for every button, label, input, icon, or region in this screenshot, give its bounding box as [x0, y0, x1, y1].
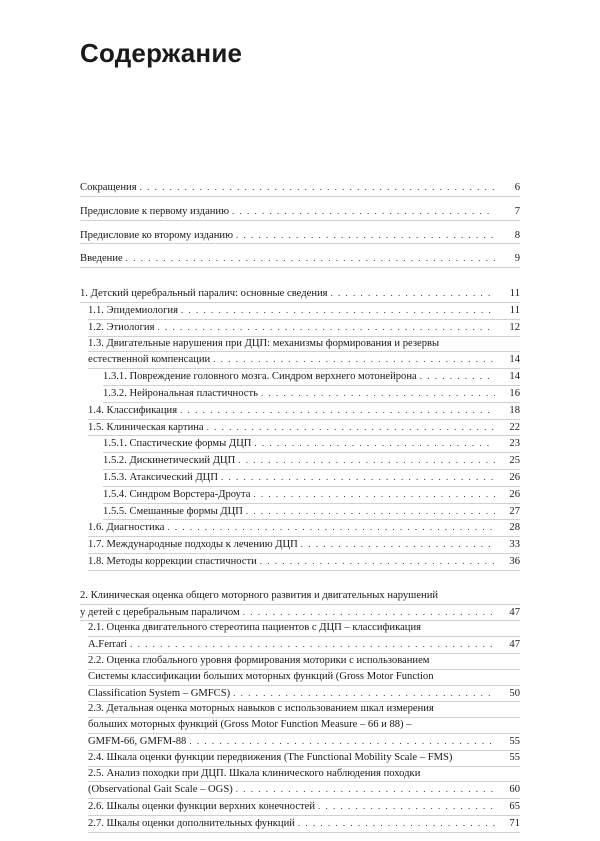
toc-entry-text: 1. Детский церебральный паралич: основные сведения — [80, 288, 328, 300]
toc-entry-1-6[interactable] — [80, 520, 520, 537]
dot-leader — [301, 537, 495, 552]
toc-entry-text: 1.2. Этиология — [88, 321, 155, 333]
dot-leader — [233, 686, 495, 701]
toc-page-number: 28 — [509, 522, 520, 534]
toc-entry-text: 2.6. Шкалы оценки функции верхних конечностей — [88, 801, 316, 813]
dot-leader — [189, 734, 495, 749]
dot-leader — [213, 352, 495, 367]
toc-page-number: 9 — [514, 253, 520, 265]
dot-leader — [261, 386, 495, 401]
toc-entry-introduction[interactable] — [80, 251, 520, 268]
toc-page-number: 47 — [509, 639, 520, 651]
toc-page-number: 36 — [509, 555, 520, 567]
dot-leader — [236, 228, 495, 243]
toc-entry-text: 1.8. Методы коррекции спастичности — [88, 555, 257, 567]
toc-page-number: 50 — [509, 687, 520, 699]
toc-entry-1-8[interactable] — [80, 554, 520, 571]
toc-entry-1-5-5[interactable] — [80, 504, 520, 521]
toc-entry-text: 1.3. Двигательные нарушения при ДЦП: механизмы формирования и резервы — [88, 337, 520, 353]
toc-page-number: 8 — [514, 229, 520, 241]
toc-entry-text: Сокращения — [80, 182, 137, 193]
toc-entry-2-2[interactable] — [80, 654, 520, 702]
toc-entry-text: Предисловие к первому изданию — [80, 205, 230, 217]
dot-leader — [130, 637, 495, 652]
dot-leader — [180, 403, 495, 418]
dot-leader — [181, 303, 495, 318]
toc-page-number: 55 — [509, 735, 520, 747]
dot-leader — [221, 470, 495, 485]
toc-entry-2-3[interactable] — [80, 702, 520, 750]
toc-page-number: 23 — [509, 438, 520, 450]
dot-leader — [254, 436, 495, 451]
toc-page-number: 25 — [509, 455, 520, 467]
toc-entry-text: 2.4. Шкала оценки функции передвижения (The Functional Mobility Scale – FMS) — [88, 751, 453, 763]
toc-page-number: 47 — [509, 606, 520, 618]
toc-entry-text: 2.2. Оценка глобального уровня формирования моторики с использованием — [88, 654, 520, 670]
toc-entry-2-5[interactable] — [80, 767, 520, 800]
toc-page-number: 14 — [509, 354, 520, 366]
toc-entry-text: 1.5.2. Дискинетический ДЦП — [103, 455, 236, 467]
toc-entry-1-3-2[interactable] — [80, 386, 520, 403]
dot-leader — [238, 453, 495, 468]
toc-entry-text: 1.3.1. Повреждение головного мозга. Синдром верхнего мотонейрона — [103, 371, 417, 383]
toc-entry-text: 2.7. Шкалы оценки дополнительных функций — [88, 817, 295, 829]
toc-entry-text-continued: (Observational Gait Scale – OGS) — [88, 784, 233, 796]
toc-entry-text: 1.1. Эпидемиология — [88, 304, 178, 316]
toc-page-number: 26 — [509, 471, 520, 483]
toc-entry-text: 1.5.5. Смешанные формы ДЦП — [103, 505, 243, 517]
toc-entry-text-continued: Classification System – GMFCS) — [88, 687, 231, 699]
dot-leader — [140, 180, 495, 195]
dot-leader — [157, 320, 495, 335]
toc-entry-text: Введение — [80, 253, 123, 265]
toc-entry-2-7[interactable] — [80, 816, 520, 833]
toc-page-number: 16 — [509, 387, 520, 399]
toc-entry-text: 1.5.3. Атаксический ДЦП — [103, 471, 218, 483]
toc-entry-text: 1.7. Международные подходы к лечению ДЦП — [88, 539, 298, 551]
toc-entry-1-2[interactable] — [80, 320, 520, 337]
dot-leader — [331, 286, 495, 301]
toc-entry-text: 2.5. Анализ походки при ДЦП. Шкала клинического наблюдения походки — [88, 767, 520, 783]
toc-entry-1-5-3[interactable] — [80, 470, 520, 487]
toc-page-number: 27 — [509, 505, 520, 517]
toc-chapter-title[interactable] — [80, 286, 520, 303]
toc-page-number: 22 — [509, 421, 520, 433]
toc-chapter-1 — [80, 286, 520, 571]
toc-entry-2-6[interactable] — [80, 799, 520, 816]
page-title: Содержание — [80, 38, 243, 68]
toc-entry-text-continued: у детей с церебральным параличом — [80, 606, 240, 618]
toc-entry-text-continued: A.Ferrari — [88, 639, 128, 651]
toc-page-number: 60 — [509, 784, 520, 796]
toc-entry-text-continued: GMFM-66, GMFM-88 — [88, 735, 187, 747]
toc-entry-1-3[interactable] — [80, 337, 520, 370]
dot-leader — [232, 204, 495, 219]
dot-leader — [253, 487, 495, 502]
toc-entry-text: 1.5.1. Спастические формы ДЦП — [103, 438, 252, 450]
toc-entry-1-1[interactable] — [80, 303, 520, 320]
toc-entry-text-continued: Системы классификации больших моторных функций (Gross Motor Function — [88, 670, 520, 686]
toc-entry-abbreviations[interactable] — [80, 180, 520, 197]
toc-entry-1-5[interactable] — [80, 420, 520, 437]
toc-front-matter — [80, 180, 520, 268]
toc-entry-text-continued: больших моторных функций (Gross Motor Function Measure – 66 и 88) – — [88, 718, 520, 734]
toc-entry-2-1[interactable] — [80, 621, 520, 654]
dot-leader — [420, 369, 495, 384]
dot-leader — [126, 251, 495, 266]
toc-page-number: 65 — [509, 801, 520, 813]
toc-entry-text: 2.1. Оценка двигательного стереотипа пациентов с ДЦП – классификация — [88, 621, 520, 637]
dot-leader — [236, 782, 495, 797]
toc-entry-preface-second[interactable] — [80, 228, 520, 245]
toc-chapter-2 — [80, 589, 520, 833]
toc-entry-2-4[interactable] — [80, 751, 520, 767]
dot-leader — [298, 816, 495, 831]
table-of-contents — [80, 180, 520, 841]
toc-entry-text: 2.3. Детальная оценка моторных навыков с использованием шкал измерения — [88, 702, 520, 718]
toc-page-number: 55 — [509, 751, 520, 763]
toc-page-number: 18 — [509, 404, 520, 416]
dot-leader — [246, 504, 495, 519]
toc-entry-1-4[interactable] — [80, 403, 520, 420]
toc-entry-text: 1.4. Классификация — [88, 404, 178, 416]
toc-entry-text: 2. Клиническая оценка общего моторного развития и двигательных нарушений — [80, 589, 520, 605]
dot-leader — [318, 799, 495, 814]
toc-entry-text: 1.5.4. Синдром Ворстера-Дроута — [103, 488, 251, 500]
dot-leader — [167, 520, 495, 535]
toc-page-number: 14 — [509, 371, 520, 383]
toc-page-number: 11 — [509, 304, 520, 316]
toc-entry-text: 1.5. Клиническая картина — [88, 421, 204, 433]
toc-page-number: 12 — [509, 321, 520, 333]
toc-page-number: 6 — [514, 182, 520, 193]
toc-page-number: 7 — [514, 205, 520, 217]
toc-entry-text: 1.3.2. Нейрональная пластичность — [103, 387, 258, 399]
toc-page-number: 11 — [509, 288, 520, 300]
toc-entry-1-5-4[interactable] — [80, 487, 520, 504]
toc-entry-1-5-2[interactable] — [80, 453, 520, 470]
dot-leader — [243, 605, 495, 620]
dot-leader — [260, 554, 495, 569]
dot-leader — [207, 420, 495, 435]
toc-entry-1-3-1[interactable] — [80, 369, 520, 386]
toc-page-number: 71 — [509, 817, 520, 829]
toc-page-number: 26 — [509, 488, 520, 500]
toc-entry-preface-first[interactable] — [80, 204, 520, 221]
toc-entry-text: 1.6. Диагностика — [88, 522, 165, 534]
toc-entry-1-7[interactable] — [80, 537, 520, 554]
toc-page-number: 33 — [509, 539, 520, 551]
toc-entry-text-continued: естественной компенсации — [88, 354, 211, 366]
toc-entry-1-5-1[interactable] — [80, 436, 520, 453]
toc-chapter-title[interactable] — [80, 589, 520, 622]
toc-entry-text: Предисловие ко второму изданию — [80, 229, 234, 241]
